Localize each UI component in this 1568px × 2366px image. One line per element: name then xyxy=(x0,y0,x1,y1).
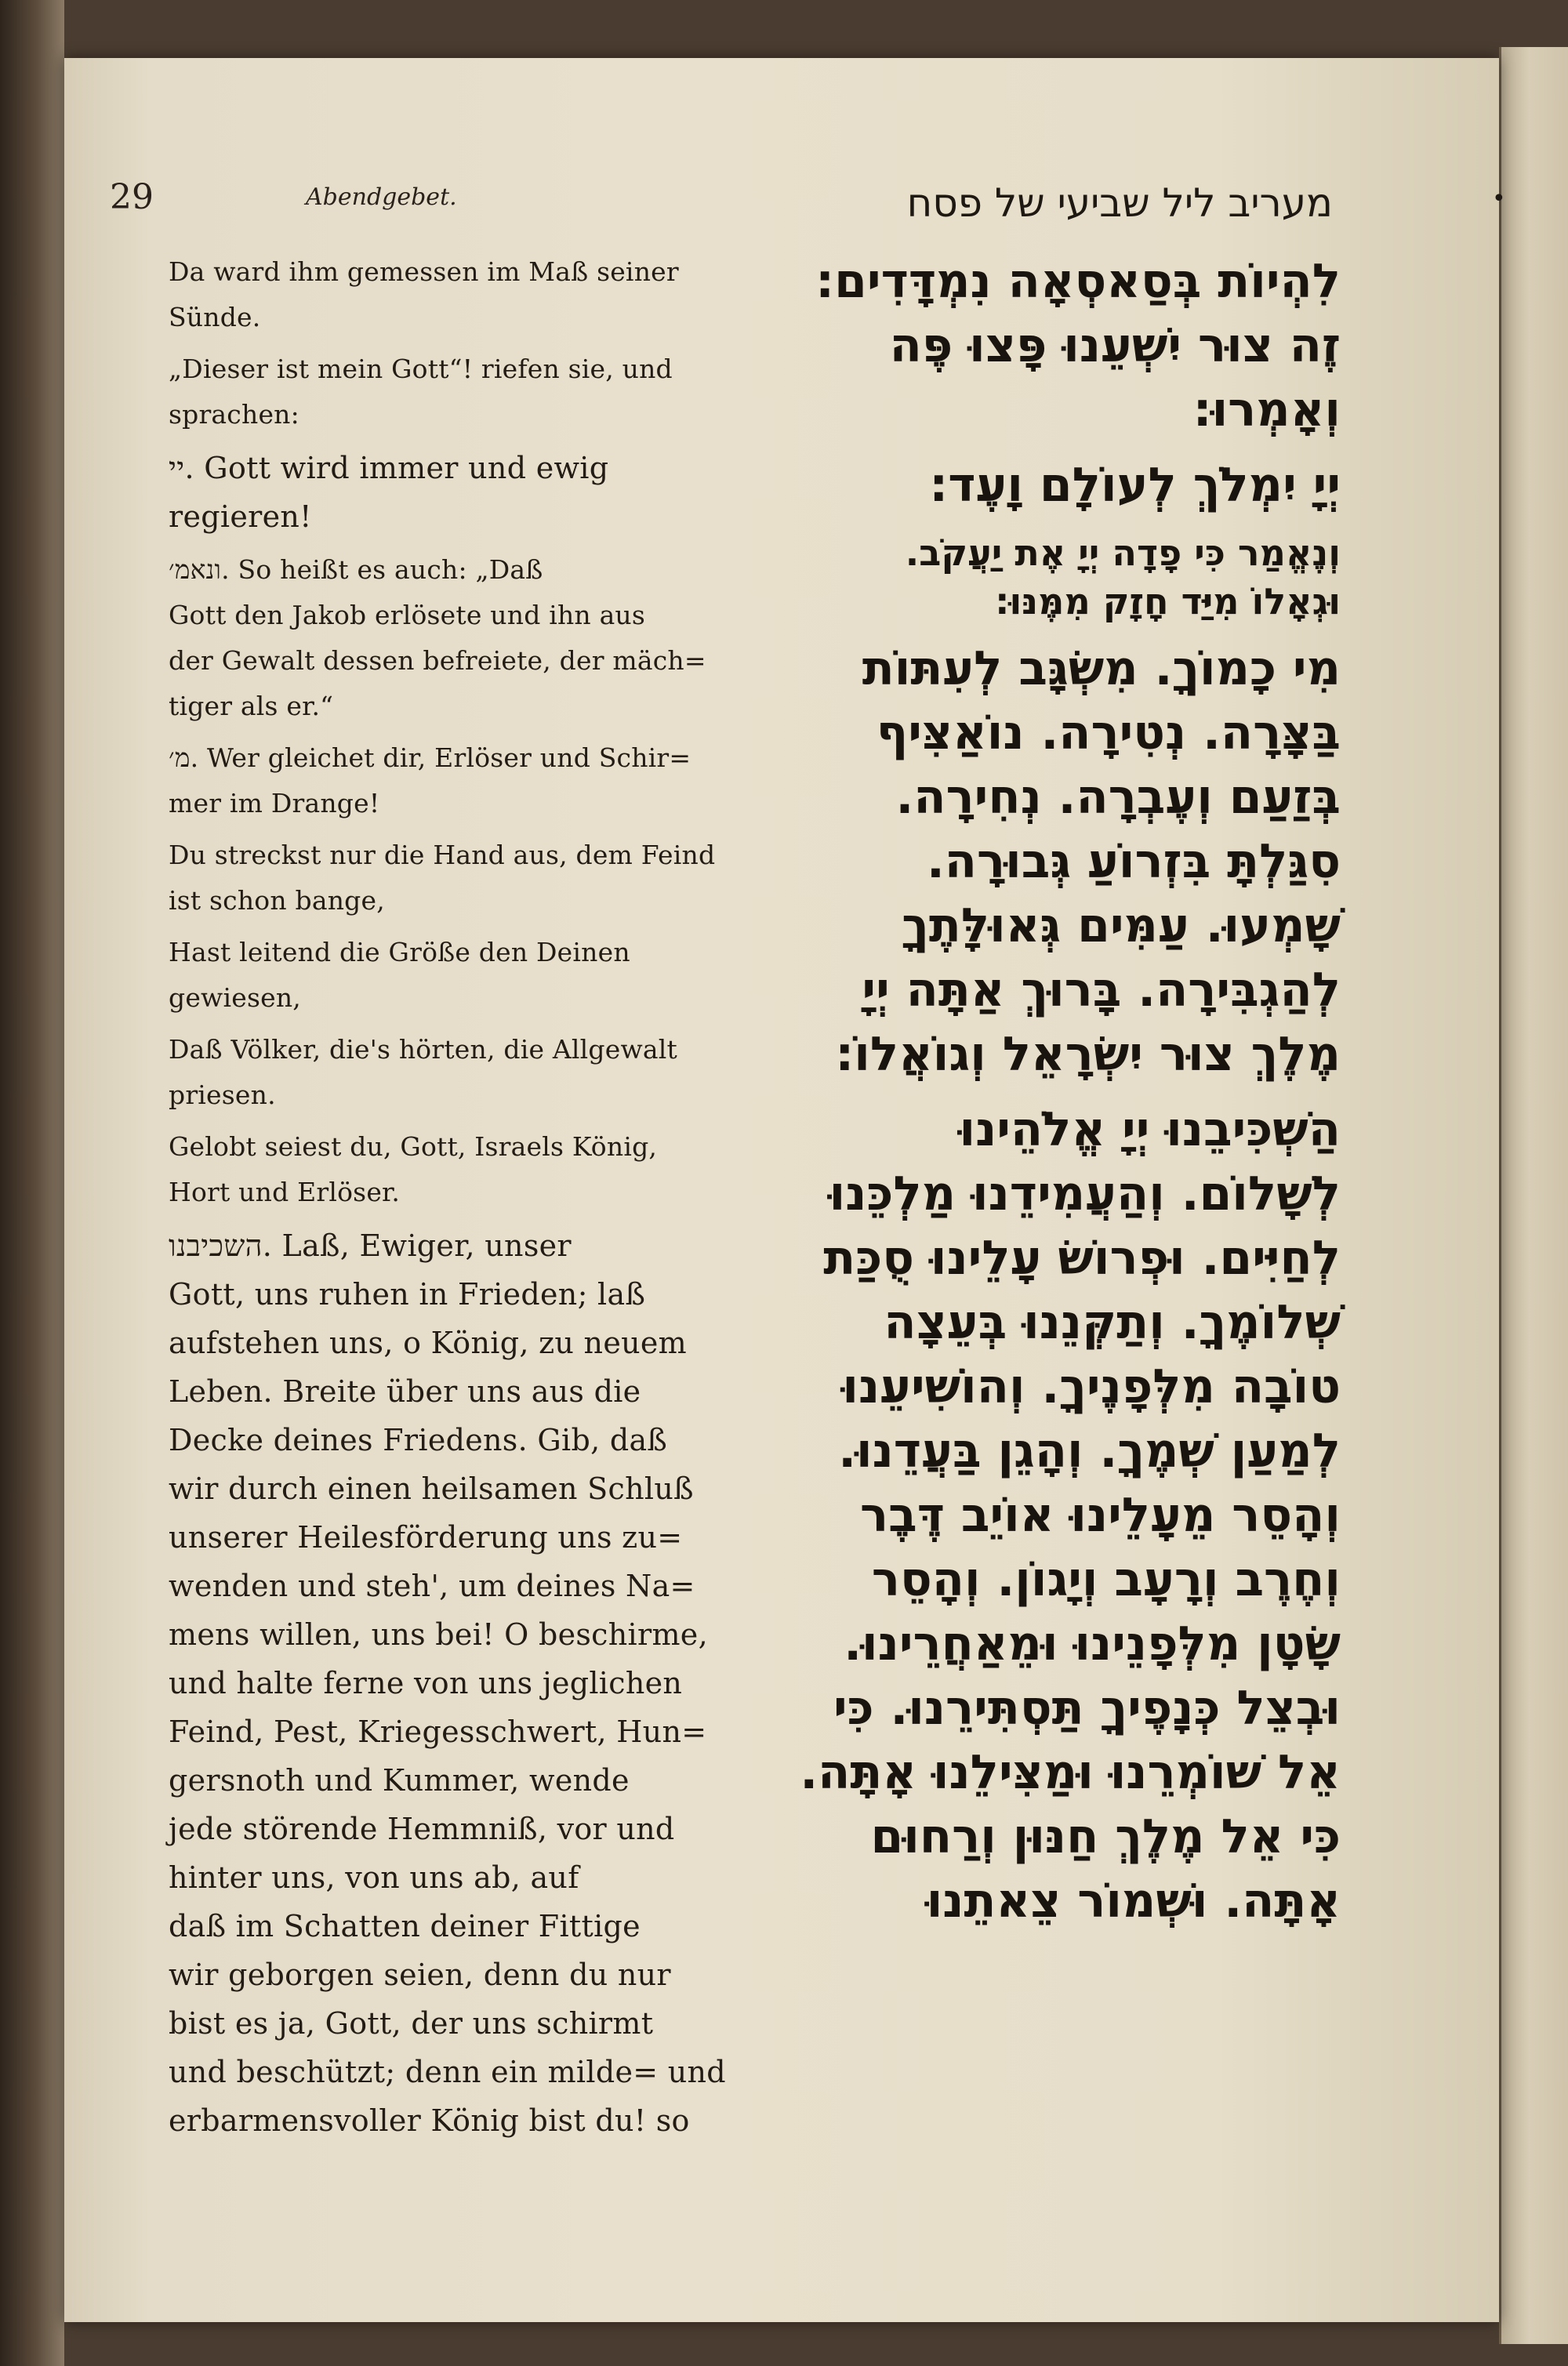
german-paragraph: יי. Gott wird immer und ewig regieren! xyxy=(169,451,609,534)
facing-page-edge xyxy=(1499,47,1568,2344)
running-title: Abendgebet. xyxy=(306,183,457,211)
hebrew-prayer-column xyxy=(792,249,1341,2170)
hebrew-paragraph: מִי כָמוֹךָ. מִשְׂגָּב לְעִתּוֹת בַּצָּרָה. נְטִירָה. נוֹאַצִּיף בְּזַעַם וְעֶבְרָה. נְחִירָה. סִגַּלְתָּ בִּזְרוֹעַ גְּבוּרָה. שָׁמְעוּ. עַמִּים גְּאוּלָּתֶךָ לְהַגְבִּירָה. בָּרוּךְ אַתָּה יְיָ מֶלֶךְ צוּר יִשְׂרָאֵל וְגוֹאֲלוֹ: xyxy=(835,641,1341,1082)
german-paragraph: מ׳. Wer gleichet dir, Erlöser und Schir= mer im Drange! xyxy=(169,742,691,818)
hebrew-paragraph: יְיָ יִמְלֹךְ לְעוֹלָם וָעֶד: xyxy=(929,458,1341,513)
german-paragraph: השכיבנו. Laß, Ewiger, unser Gott, uns ruhen in Frieden; laß aufstehen uns, o König, zu neuem Leben. Breite über uns aus die Decke deines Friedens. Gib, daß wir durch einen heilsamen Schluß unserer Heilesförderung uns zu= wenden und steh', um deines Na= mens willen, uns bei! O beschirme, und halte ferne von uns jeglichen Feind, Pest, Kriegesschwert, Hun= gersnoth und Kummer, wende jede störende Hemmniß, vor und hinter uns, von uns ab, auf daß im Schatten deiner Fittige wir geborgen seien, denn du nur bist es ja, Gott, der uns schirmt und beschützt; denn ein milde= und erbarmensvoller König bist du! so xyxy=(169,1228,726,2138)
page-header xyxy=(110,177,784,224)
hebrew-paragraph: הַשְׁכִּיבֵנוּ יְיָ אֱלֹהֵינוּ לְשָׁלוֹם. וְהַעֲמִידֵנוּ מַלְכֵּנוּ לְחַיִּים. וּפְרוֹשׂ עָלֵינוּ סֻכַּת שְׁלוֹמֶךָ. וְתַקְּנֵנוּ בְּעֵצָה טוֹבָה מִלְּפָנֶיךָ. וְהוֹשִׁיעֵנוּ לְמַעַן שְׁמֶךָ. וְהָגֵן בַּעֲדֵנוּ. וְהָסֵר מֵעָלֵינוּ אוֹיֵב דֶּבֶר וְחֶרֶב וְרָעָב וְיָגוֹן. וְהָסֵר שָׂטָן מִלְּפָנֵינוּ וּמֵאַחֲרֵינוּ. וּבְצֵל כְּנָפֶיךָ תַּסְתִּירֵנוּ. כִּי אֵל שׁוֹמְרֵנוּ וּמַצִּילֵנוּ אָתָּה. כִּי אֵל מֶלֶךְ חַנּוּן וְרַחוּם אָתָּה. וּשְׁמוֹר צֵאתֵנוּ xyxy=(800,1102,1341,1929)
german-paragraph: „Dieser ist mein Gott“! riefen sie, und sprachen: xyxy=(169,354,673,430)
german-paragraph: Hast leitend die Größe den Deinen gewiesen, xyxy=(169,937,630,1013)
hebrew-paragraph: וְנֶאֱמַר כִּי פָדָה יְיָ אֶת יַעֲקֹב. וּגְאָלוֹ מִיַּד חָזָק מִמֶּנּוּ: xyxy=(905,532,1341,622)
german-paragraph: Du streckst nur die Hand aus, dem Feind ist schon bange, xyxy=(169,840,716,916)
margin-mark: • xyxy=(1492,185,1506,212)
hebrew-paragraph: לִהְיוֹת בְּסַאסְאָה נִמְדָּדִים: זֶה צוּר יִשְׁעֵנוּ פָּצוּ פֶּה וְאָמְרוּ: xyxy=(815,254,1341,437)
german-paragraph: Da ward ihm gemessen im Maß seiner Sünde. xyxy=(169,256,679,332)
german-paragraph: Daß Völker, die's hörten, die Allgewalt priesen. xyxy=(169,1034,677,1110)
german-paragraph: ונאמ׳. So heißt es auch: „Daß Gott den Jakob erlösete und ihn aus der Gewalt dessen befreiete, der mäch= tiger als er.“ xyxy=(169,554,706,721)
german-translation-column xyxy=(169,249,764,2170)
book-binding xyxy=(0,0,64,2366)
page-number: 29 xyxy=(110,177,154,217)
german-paragraph: Gelobt seiest du, Gott, Israels König, Hort und Erlöser. xyxy=(169,1131,658,1207)
hebrew-running-title: מעריב ליל שביעי של פסח xyxy=(906,180,1333,226)
